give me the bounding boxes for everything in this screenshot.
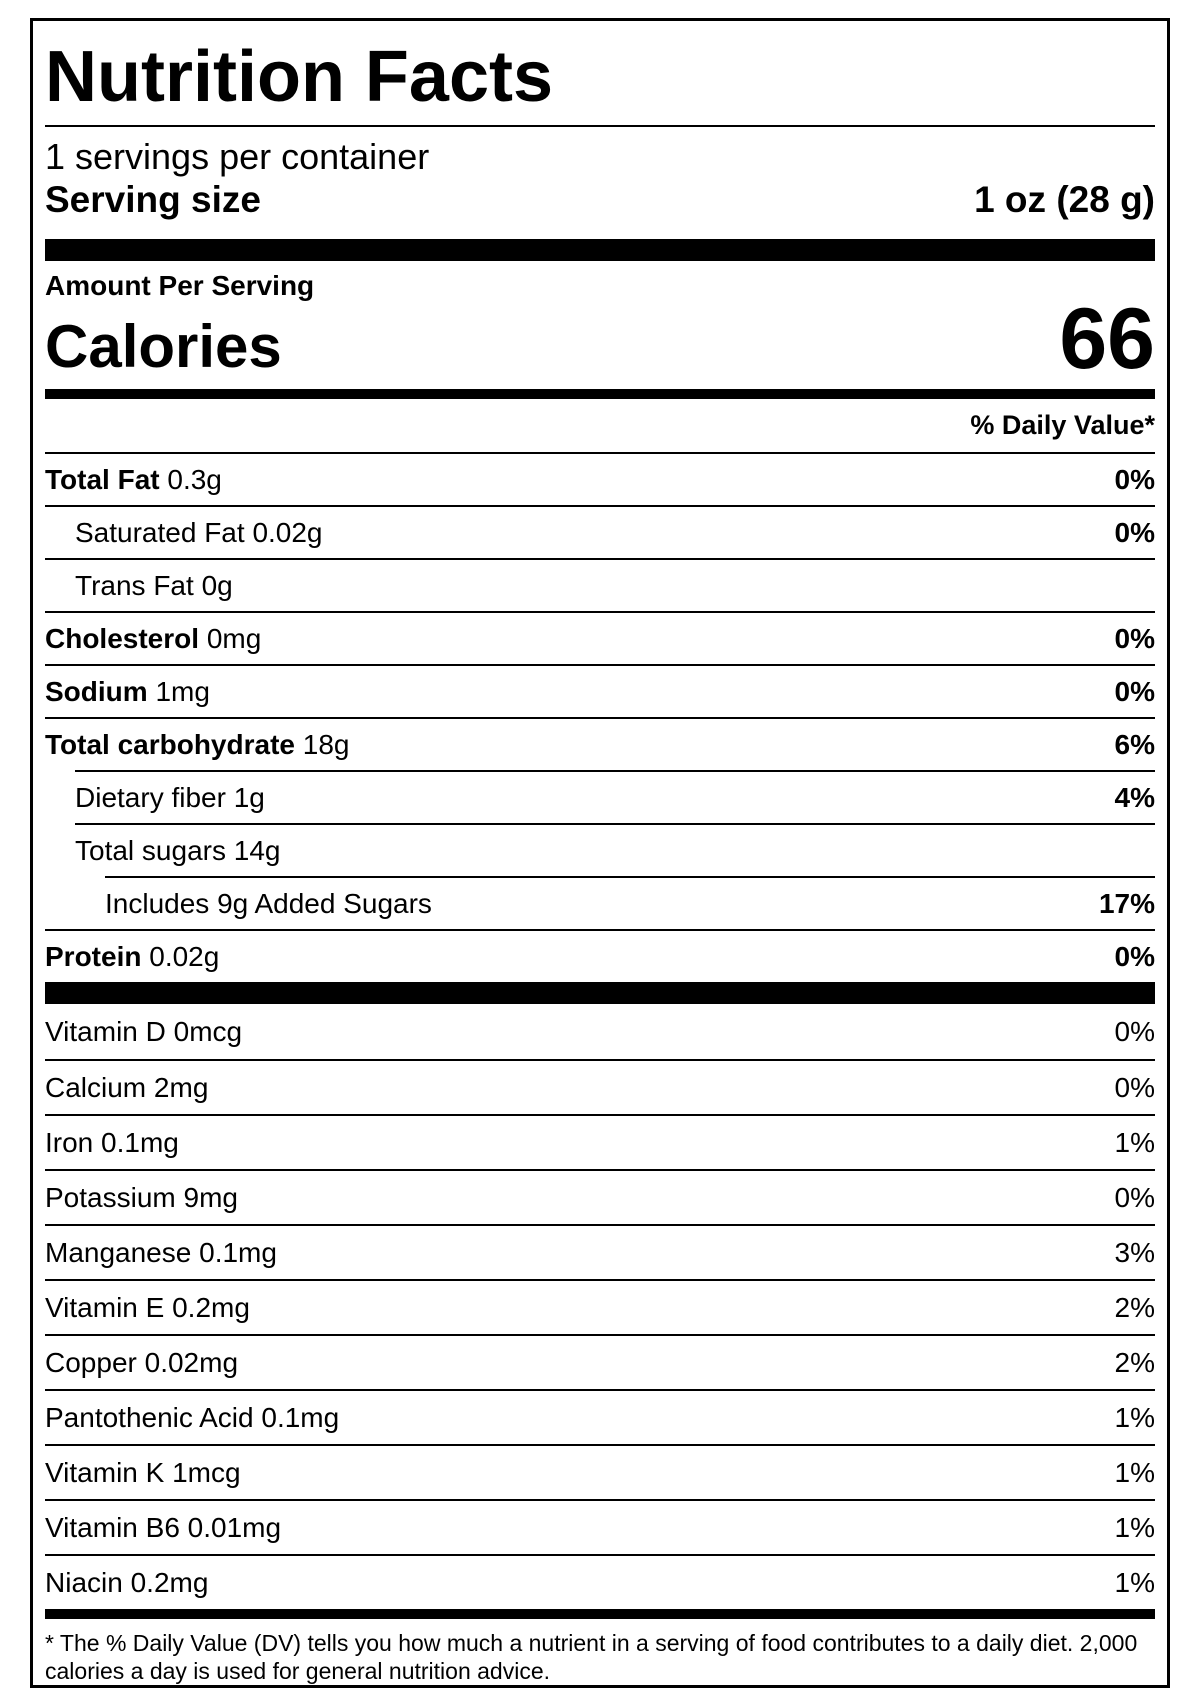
nutrient-amount: 1mg (155, 675, 210, 707)
vitamin-label (45, 1512, 281, 1544)
vitamin-name: Vitamin D (45, 1015, 166, 1047)
divider-thick (45, 239, 1155, 261)
nutrient-amount: 14g (233, 834, 281, 866)
nutrient-row-sodium (45, 664, 1155, 717)
daily-value-footnote: * The % Daily Value (DV) tells you how much a nutrient in a serving of food contributes to a daily diet. 2,000 calories a day is used for general nutrition advice. (45, 1630, 1138, 1684)
nutrient-name: Includes 9g Added Sugars (105, 887, 432, 919)
vitamin-name: Calcium (45, 1071, 147, 1103)
vitamin-dv: 1% (1114, 1401, 1155, 1433)
nutrient-dv: 0% (1114, 675, 1155, 707)
calories-value: 66 (1059, 291, 1155, 387)
vitamin-amount: 0.1mg (199, 1236, 277, 1268)
vitamin-name: Copper (45, 1346, 137, 1378)
vitamin-label (45, 1347, 238, 1379)
vitamin-row-vitamin-b6 (45, 1499, 1155, 1554)
vitamin-label (45, 1127, 179, 1159)
nutrient-amount: 0.02g (252, 516, 323, 548)
nutrient-row-protein (45, 929, 1155, 982)
vitamin-label (45, 1292, 250, 1324)
nutrient-label (75, 835, 280, 867)
nutrient-label (105, 888, 432, 920)
vitamin-row-vitamin-d (45, 1004, 1155, 1059)
nutrient-row-cholesterol (45, 611, 1155, 664)
nutrient-amount: 0.3g (167, 463, 222, 495)
serving-size-value: 1 oz (28 g) (974, 179, 1155, 220)
nutrient-name: Trans Fat (75, 569, 194, 601)
vitamin-dv: 2% (1114, 1291, 1155, 1323)
nutrient-label (45, 676, 210, 708)
nutrient-dv: 0% (1114, 463, 1155, 495)
nutrient-label (45, 464, 222, 496)
nutrient-name: Dietary fiber (75, 781, 226, 813)
vitamin-row-calcium (45, 1059, 1155, 1114)
vitamin-row-iron (45, 1114, 1155, 1169)
vitamin-amount: 1mcg (172, 1456, 241, 1488)
vitamin-row-vitamin-k (45, 1444, 1155, 1499)
nutrient-name: Protein (45, 940, 142, 972)
vitamin-row-manganese (45, 1224, 1155, 1279)
nutrient-dv: 4% (1114, 781, 1155, 813)
vitamin-amount: 9mg (183, 1181, 238, 1213)
nutrient-label (45, 623, 261, 655)
vitamin-name: Potassium (45, 1181, 176, 1213)
vitamin-dv: 1% (1114, 1566, 1155, 1598)
nutrient-dv: 0% (1114, 622, 1155, 654)
vitamin-row-copper (45, 1334, 1155, 1389)
vitamin-dv: 1% (1114, 1511, 1155, 1543)
nutrient-dv: 0% (1114, 516, 1155, 548)
servings-per-container: 1 servings per container (45, 136, 430, 177)
vitamin-row-pantothenic-acid (45, 1389, 1155, 1444)
vitamin-label (45, 1567, 208, 1599)
vitamin-name: Iron (45, 1126, 94, 1158)
vitamin-dv: 0% (1114, 1015, 1155, 1047)
label-title: Nutrition Facts (45, 37, 554, 117)
vitamin-label (45, 1182, 238, 1214)
nutrient-name: Cholesterol (45, 622, 200, 654)
nutrient-amount: 0.02g (149, 940, 220, 972)
vitamin-name: Vitamin B6 (45, 1511, 180, 1543)
divider (45, 125, 1155, 127)
divider-medium (45, 1609, 1155, 1619)
nutrient-row-total-fat (45, 452, 1155, 505)
vitamin-amount: 0mcg (173, 1015, 243, 1047)
vitamin-dv: 1% (1114, 1456, 1155, 1488)
vitamin-dv: 0% (1114, 1181, 1155, 1213)
nutrient-amount: 18g (302, 728, 350, 760)
vitamin-row-niacin (45, 1554, 1155, 1609)
serving-size-row (45, 177, 1155, 223)
nutrient-label (75, 517, 323, 549)
nutrient-amount: 0mg (206, 622, 262, 654)
nutrient-name: Total Fat (45, 463, 160, 495)
vitamin-label (45, 1016, 242, 1048)
nutrient-label (75, 570, 233, 602)
vitamins-list (45, 1004, 1155, 1609)
nutrient-label (45, 941, 219, 973)
vitamin-dv: 1% (1114, 1126, 1155, 1158)
nutrient-amount: 1g (233, 781, 265, 813)
nutrient-label (45, 729, 349, 761)
nutrition-facts-label (30, 18, 1170, 1688)
vitamin-dv: 3% (1114, 1236, 1155, 1268)
nutrient-label (75, 782, 265, 814)
nutrient-row-dietary-fiber (75, 770, 1155, 823)
nutrient-row-saturated-fat (45, 505, 1155, 558)
vitamin-label (45, 1072, 208, 1104)
nutrient-name: Saturated Fat (75, 516, 245, 548)
nutrient-name: Total sugars (75, 834, 226, 866)
vitamin-dv: 0% (1114, 1071, 1155, 1103)
vitamin-label (45, 1402, 339, 1434)
vitamin-amount: 0.01mg (187, 1511, 282, 1543)
calories-label: Calories (45, 313, 282, 380)
nutrient-row-trans-fat (45, 558, 1155, 611)
vitamin-name: Niacin (45, 1566, 123, 1598)
divider-medium (45, 389, 1155, 399)
nutrient-amount: 0g (201, 569, 233, 601)
vitamin-row-vitamin-e (45, 1279, 1155, 1334)
nutrient-row-total-sugars (75, 823, 1155, 876)
vitamin-amount: 0.2mg (172, 1291, 250, 1323)
nutrient-dv: 17% (1098, 887, 1155, 919)
vitamin-label (45, 1237, 277, 1269)
label-content (45, 21, 1155, 1685)
nutrient-dv: 6% (1114, 728, 1155, 760)
vitamin-amount: 2mg (153, 1071, 209, 1103)
vitamin-name: Vitamin K (45, 1456, 165, 1488)
vitamin-amount: 0.02mg (144, 1346, 239, 1378)
vitamin-name: Manganese (45, 1236, 192, 1268)
nutrient-name: Sodium (45, 675, 148, 707)
daily-value-header: % Daily Value* (970, 410, 1155, 440)
vitamin-dv: 2% (1114, 1346, 1155, 1378)
nutrient-row-total-carbohydrate (45, 717, 1155, 770)
vitamin-name: Vitamin E (45, 1291, 165, 1323)
nutrient-row-added-sugars (105, 876, 1155, 929)
vitamin-label (45, 1457, 241, 1489)
divider-thick (45, 982, 1155, 1004)
calories-row (45, 291, 1155, 387)
nutrient-dv: 0% (1114, 940, 1155, 972)
vitamin-name: Pantothenic Acid (45, 1401, 254, 1433)
serving-size-label: Serving size (45, 179, 261, 220)
vitamin-amount: 0.1mg (101, 1126, 179, 1158)
nutrient-name: Total carbohydrate (45, 728, 295, 760)
vitamin-amount: 0.1mg (261, 1401, 340, 1433)
amount-per-serving: Amount Per Serving (45, 270, 315, 301)
vitamin-amount: 0.2mg (130, 1566, 209, 1598)
vitamin-row-potassium (45, 1169, 1155, 1224)
